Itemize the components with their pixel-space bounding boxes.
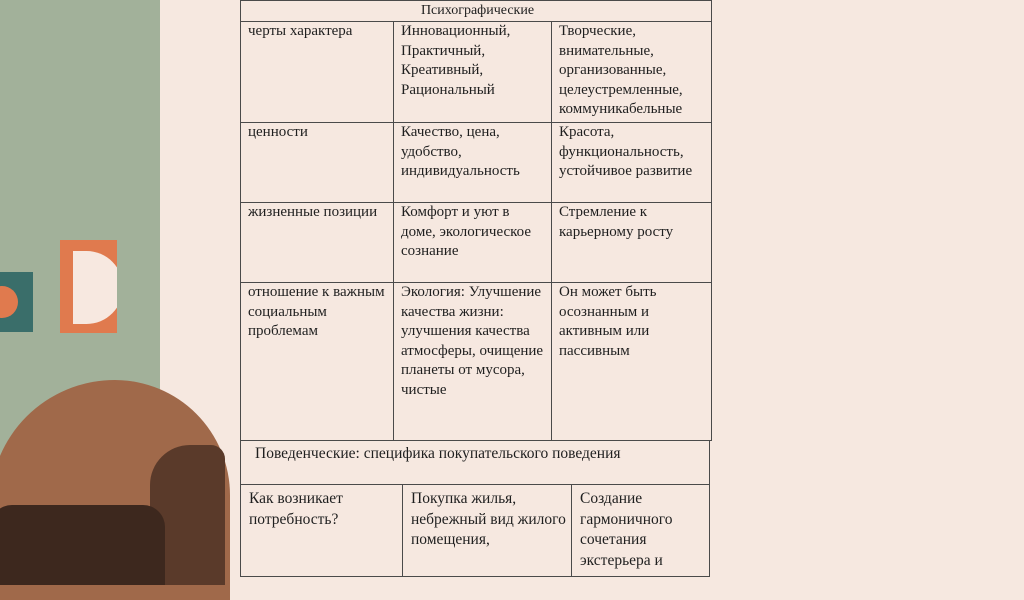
table-header-row	[241, 1, 712, 22]
table-cell: Создание гармоничного сочетания экстерьера и	[572, 485, 710, 577]
table-cell: Экология: Улучшение качества жизни: улучшения качества атмосферы, очищение планеты от мусора, чистые	[394, 283, 552, 441]
row-label: ценности	[241, 123, 394, 203]
table-cell: Стремление к карьерному росту	[552, 203, 712, 283]
psychographic-table	[240, 0, 712, 441]
decor-armchair-seat	[0, 505, 165, 585]
decor-half-circle	[73, 251, 117, 324]
table-cell: Комфорт и уют в доме, экологическое сознание	[394, 203, 552, 283]
table-cell: Покупка жилья, небрежный вид жилого помещения,	[403, 485, 572, 577]
decor-teal-square	[0, 272, 33, 332]
behavioral-table	[240, 440, 710, 577]
row-label: Как возникает потребность?	[241, 485, 403, 577]
table-cell: Красота, функциональность, устойчивое развитие	[552, 123, 712, 203]
table-header: Поведенческие: специфика покупательского поведения	[241, 441, 710, 485]
table-cell: Он может быть осознанным и активным или пассивным	[552, 283, 712, 441]
decor-orange-rectangle	[60, 240, 117, 333]
decor-orange-dot	[0, 286, 18, 318]
table-cell: Инновационный, Практичный, Креативный, Рациональный	[394, 22, 552, 123]
table-cell: Творческие, внимательные, организованные, целеустремленные, коммуникабельные	[552, 22, 712, 123]
row-label: черты характера	[241, 22, 394, 123]
table-row	[241, 485, 710, 577]
table-row	[241, 22, 712, 123]
row-label: жизненные позиции	[241, 203, 394, 283]
table-row	[241, 283, 712, 441]
table-cell: Качество, цена, удобство, индивидуальность	[394, 123, 552, 203]
row-label: отношение к важным социальным проблемам	[241, 283, 394, 441]
table-row	[241, 203, 712, 283]
table-row	[241, 123, 712, 203]
table-header: Психографические	[241, 1, 712, 22]
table-header-row	[241, 441, 710, 485]
